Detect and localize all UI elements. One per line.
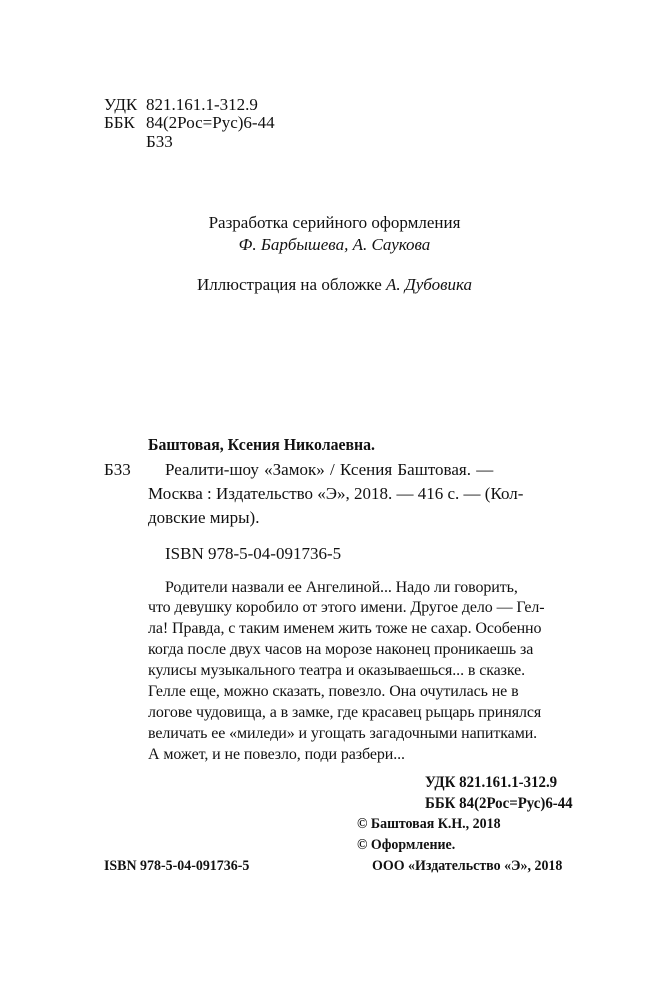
abstract-line: когда после двух часов на морозе наконец проникаешь за: [148, 641, 534, 658]
copyright-author: © Баштовая К.Н., 2018: [357, 816, 501, 832]
udk-label: УДК: [104, 95, 138, 114]
footer-isbn: ISBN 978-5-04-091736-5: [104, 858, 250, 874]
bbk-value: 84(2Рос=Рус)6-44: [146, 113, 275, 132]
abstract-line: логове чудовища, а в замке, где красавец рыцарь принялся: [148, 704, 542, 721]
udk-code: УДК 821.161.1-312.9: [425, 774, 558, 791]
copyright-design: © Оформление.: [357, 837, 456, 853]
abstract-line: Родители назвали ее Ангелиной... Надо ли говорить,: [165, 579, 518, 596]
udk-value: 821.161.1-312.9: [146, 95, 258, 114]
author-mark: Б33: [146, 132, 173, 151]
abstract-line: что девушку коробило от этого имени. Другое дело — Гел-: [148, 599, 545, 616]
record-line: Москва : Издательство «Э», 2018. — 416 с. — (Кол-: [148, 484, 524, 503]
record-author-mark: Б33: [104, 460, 131, 479]
record-line: Реалити-шоу «Замок» / Ксения Баштовая. —: [165, 460, 494, 479]
illustration-label: Иллюстрация на обложке: [197, 275, 382, 294]
record-line: довские миры).: [148, 508, 260, 527]
illustration-credit: [0, 276, 669, 293]
abstract-line: величать ее «миледи» и угощать загадочными напитками.: [148, 725, 538, 742]
abstract-line: ла! Правда, с таким именем жить тоже не сахар. Особенно: [148, 620, 542, 637]
copyright-publisher: ООО «Издательство «Э», 2018: [372, 858, 563, 874]
abstract-line: кулисы музыкального театра и оказываешься... в сказке.: [148, 662, 526, 679]
bbk-code: ББК 84(2Рос=Рус)6-44: [425, 795, 573, 812]
author-heading: Баштовая, Ксения Николаевна.: [148, 435, 376, 454]
abstract-line: Гелле еще, можно сказать, повезло. Она очутилась не в: [148, 683, 519, 700]
series-design-names: Ф. Барбышева, А. Саукова: [238, 235, 431, 254]
abstract-line: А может, и не повезло, поди разбери...: [148, 746, 405, 763]
record-isbn: ISBN 978-5-04-091736-5: [165, 544, 342, 563]
series-design-label: Разработка серийного оформления: [208, 213, 461, 232]
illustration-name: А. Дубовика: [386, 275, 472, 294]
bbk-label: ББК: [104, 113, 135, 132]
